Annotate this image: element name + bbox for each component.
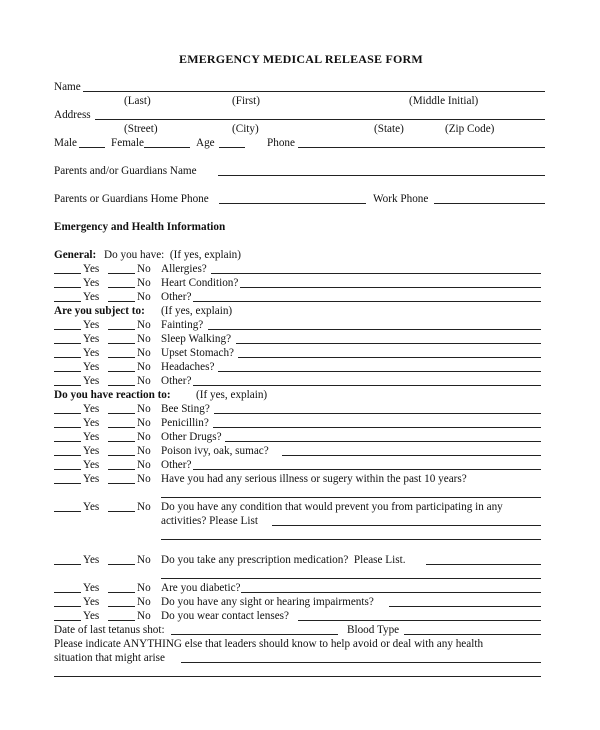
question-other: Other? — [161, 459, 192, 471]
tetanus-date-field[interactable] — [171, 623, 338, 635]
question-row — [0, 581, 600, 595]
question-row — [0, 332, 600, 346]
street-hint: (Street) — [124, 123, 158, 135]
answer-line[interactable] — [193, 290, 541, 302]
no-label: No — [137, 445, 151, 457]
question-row — [0, 500, 600, 514]
tetanus-row — [0, 623, 600, 637]
question-other: Other? — [161, 291, 192, 303]
answer-line[interactable] — [161, 528, 541, 540]
yes-label: Yes — [83, 347, 100, 359]
home-phone-label: Parents or Guardians Home Phone — [54, 193, 209, 205]
no-blank[interactable] — [108, 581, 135, 593]
yes-blank[interactable] — [54, 262, 81, 274]
yes-label: Yes — [83, 596, 100, 608]
yes-blank[interactable] — [54, 276, 81, 288]
question-sight-hearing: Do you have any sight or hearing impairments? — [161, 596, 374, 608]
question-continued-row — [0, 514, 600, 528]
answer-line[interactable] — [161, 567, 541, 579]
no-blank[interactable] — [108, 430, 135, 442]
no-blank[interactable] — [108, 472, 135, 484]
home-phone-field[interactable] — [219, 192, 366, 204]
address-label: Address — [54, 109, 91, 121]
name-field[interactable] — [83, 80, 545, 92]
question-serious-illness: Have you had any serious illness or sugery within the past 10 years? — [161, 473, 467, 485]
yes-label: Yes — [83, 501, 100, 513]
address-field[interactable] — [95, 108, 545, 120]
no-blank[interactable] — [108, 500, 135, 512]
parents-name-label: Parents and/or Guardians Name — [54, 165, 197, 177]
yes-blank[interactable] — [54, 416, 81, 428]
name-label: Name — [54, 81, 81, 93]
closing-row — [0, 637, 600, 651]
answer-line[interactable] — [218, 360, 541, 372]
female-field[interactable] — [144, 136, 190, 148]
no-label: No — [137, 431, 151, 443]
no-label: No — [137, 263, 151, 275]
no-label: No — [137, 501, 151, 513]
yes-blank[interactable] — [54, 402, 81, 414]
answer-line[interactable] — [208, 318, 541, 330]
yes-blank[interactable] — [54, 581, 81, 593]
question-row — [0, 318, 600, 332]
section-title-row — [0, 220, 600, 234]
question-row — [0, 276, 600, 290]
yes-label: Yes — [83, 610, 100, 622]
yes-blank[interactable] — [54, 472, 81, 484]
last-name-hint: (Last) — [124, 95, 151, 107]
question-prescription: Do you take any prescription medication? Please List. — [161, 554, 406, 566]
first-name-hint: (First) — [232, 95, 260, 107]
middle-initial-hint: (Middle Initial) — [409, 95, 479, 107]
question-row — [0, 360, 600, 374]
yes-blank[interactable] — [54, 500, 81, 512]
no-blank[interactable] — [108, 374, 135, 386]
question-condition-continued: activities? Please List — [161, 515, 258, 527]
subject-heading-row — [0, 304, 600, 318]
zip-hint: (Zip Code) — [445, 123, 495, 135]
answer-line[interactable] — [225, 430, 541, 442]
general-heading: General: — [54, 249, 97, 261]
city-hint: (City) — [232, 123, 259, 135]
phone-field[interactable] — [298, 136, 545, 148]
no-label: No — [137, 403, 151, 415]
address-hints-row — [0, 122, 600, 136]
question-row — [0, 290, 600, 304]
closing-text: Please indicate ANYTHING else that leaders should know to help avoid or deal with any health — [54, 638, 484, 650]
yes-blank[interactable] — [54, 318, 81, 330]
yes-blank[interactable] — [54, 374, 81, 386]
no-label: No — [137, 277, 151, 289]
answer-line[interactable] — [426, 553, 541, 565]
no-label: No — [137, 582, 151, 594]
age-label: Age — [196, 137, 215, 149]
no-label: No — [137, 319, 151, 331]
reaction-heading: Do you have reaction to: — [54, 389, 171, 401]
parents-name-field[interactable] — [218, 164, 545, 176]
answer-line[interactable] — [241, 581, 541, 593]
question-row — [0, 346, 600, 360]
general-prompt: Do you have: (If yes, explain) — [104, 249, 242, 261]
answer-row — [0, 486, 600, 500]
blood-type-label: Blood Type — [347, 624, 400, 636]
yes-blank[interactable] — [54, 609, 81, 621]
work-phone-label: Work Phone — [373, 193, 429, 205]
answer-line[interactable] — [389, 595, 541, 607]
yes-blank[interactable] — [54, 553, 81, 565]
question-penicillin: Penicillin? — [161, 417, 209, 429]
yes-label: Yes — [83, 291, 100, 303]
no-blank[interactable] — [108, 458, 135, 470]
question-other-drugs: Other Drugs? — [161, 431, 222, 443]
yes-blank[interactable] — [54, 595, 81, 607]
yes-label: Yes — [83, 375, 100, 387]
question-upset-stomach: Upset Stomach? — [161, 347, 235, 359]
answer-line[interactable] — [236, 332, 541, 344]
yes-label: Yes — [83, 319, 100, 331]
answer-line[interactable] — [272, 514, 541, 526]
yes-label: Yes — [83, 459, 100, 471]
personal-row — [0, 136, 600, 150]
yes-label: Yes — [83, 263, 100, 275]
question-sleep-walking: Sleep Walking? — [161, 333, 232, 345]
closing-text-continued: situation that might arise — [54, 652, 165, 664]
yes-label: Yes — [83, 473, 100, 485]
yes-blank[interactable] — [54, 332, 81, 344]
home-phone-row — [0, 192, 600, 206]
yes-label: Yes — [83, 403, 100, 415]
question-row — [0, 553, 600, 567]
answer-line[interactable] — [240, 276, 541, 288]
yes-blank[interactable] — [54, 444, 81, 456]
question-row — [0, 472, 600, 486]
name-hints-row — [0, 94, 600, 108]
subject-prompt: (If yes, explain) — [161, 305, 233, 317]
no-blank[interactable] — [108, 444, 135, 456]
tetanus-label: Date of last tetanus shot: — [54, 624, 165, 636]
question-fainting: Fainting? — [161, 319, 204, 331]
yes-label: Yes — [83, 445, 100, 457]
question-row — [0, 458, 600, 472]
no-label: No — [137, 459, 151, 471]
age-field[interactable] — [219, 136, 245, 148]
answer-line[interactable] — [211, 262, 541, 274]
no-blank[interactable] — [108, 553, 135, 565]
closing-row-2 — [0, 651, 600, 665]
form-title: EMERGENCY MEDICAL RELEASE FORM — [179, 52, 423, 66]
yes-label: Yes — [83, 417, 100, 429]
yes-label: Yes — [83, 361, 100, 373]
address-row — [0, 108, 600, 122]
answer-line[interactable] — [282, 444, 541, 456]
answer-line[interactable] — [54, 665, 541, 677]
no-label: No — [137, 291, 151, 303]
no-blank[interactable] — [108, 276, 135, 288]
question-row — [0, 402, 600, 416]
reaction-heading-row — [0, 388, 600, 402]
no-label: No — [137, 333, 151, 345]
question-poison-ivy: Poison ivy, oak, sumac? — [161, 445, 269, 457]
answer-line[interactable] — [238, 346, 541, 358]
no-label: No — [137, 375, 151, 387]
no-blank[interactable] — [108, 595, 135, 607]
answer-line[interactable] — [181, 651, 541, 663]
answer-line[interactable] — [193, 374, 541, 386]
answer-line[interactable] — [298, 609, 541, 621]
no-blank[interactable] — [108, 262, 135, 274]
question-allergies: Allergies? — [161, 263, 207, 275]
subject-heading: Are you subject to: — [54, 305, 145, 317]
no-blank[interactable] — [108, 402, 135, 414]
yes-label: Yes — [83, 582, 100, 594]
name-row — [0, 80, 600, 94]
no-label: No — [137, 596, 151, 608]
no-blank[interactable] — [108, 609, 135, 621]
yes-blank[interactable] — [54, 290, 81, 302]
question-other: Other? — [161, 375, 192, 387]
no-label: No — [137, 473, 151, 485]
answer-row — [0, 567, 600, 581]
yes-blank[interactable] — [54, 360, 81, 372]
no-label: No — [137, 347, 151, 359]
answer-line[interactable] — [213, 416, 541, 428]
answer-line[interactable] — [193, 458, 541, 470]
no-blank[interactable] — [108, 332, 135, 344]
answer-line[interactable] — [161, 486, 541, 498]
female-label: Female — [111, 137, 144, 149]
general-heading-row — [0, 248, 600, 262]
blood-type-field[interactable] — [404, 623, 541, 635]
no-label: No — [137, 554, 151, 566]
no-blank[interactable] — [108, 346, 135, 358]
work-phone-field[interactable] — [434, 192, 545, 204]
no-blank[interactable] — [108, 416, 135, 428]
no-label: No — [137, 361, 151, 373]
question-diabetic: Are you diabetic? — [161, 582, 241, 594]
section-title: Emergency and Health Information — [54, 221, 226, 233]
yes-blank[interactable] — [54, 346, 81, 358]
yes-label: Yes — [83, 333, 100, 345]
yes-label: Yes — [83, 431, 100, 443]
answer-row — [0, 665, 600, 679]
no-blank[interactable] — [108, 290, 135, 302]
no-label: No — [137, 417, 151, 429]
question-row — [0, 262, 600, 276]
yes-blank[interactable] — [54, 458, 81, 470]
parents-name-row — [0, 164, 600, 178]
question-row — [0, 609, 600, 623]
question-row — [0, 416, 600, 430]
question-row — [0, 374, 600, 388]
state-hint: (State) — [374, 123, 404, 135]
question-heart-condition: Heart Condition? — [161, 277, 239, 289]
phone-label: Phone — [267, 137, 295, 149]
yes-label: Yes — [83, 554, 100, 566]
reaction-prompt: (If yes, explain) — [196, 389, 268, 401]
male-label: Male — [54, 137, 77, 149]
question-row — [0, 595, 600, 609]
title-row — [0, 52, 600, 66]
no-blank[interactable] — [108, 360, 135, 372]
no-blank[interactable] — [108, 318, 135, 330]
answer-line[interactable] — [214, 402, 541, 414]
answer-row — [0, 528, 600, 542]
no-label: No — [137, 610, 151, 622]
question-row — [0, 430, 600, 444]
yes-label: Yes — [83, 277, 100, 289]
yes-blank[interactable] — [54, 430, 81, 442]
question-contact-lenses: Do you wear contact lenses? — [161, 610, 289, 622]
question-row — [0, 444, 600, 458]
question-bee-sting: Bee Sting? — [161, 403, 210, 415]
male-field[interactable] — [79, 136, 105, 148]
question-condition: Do you have any condition that would prevent you from participating in any — [161, 501, 503, 513]
question-headaches: Headaches? — [161, 361, 215, 373]
